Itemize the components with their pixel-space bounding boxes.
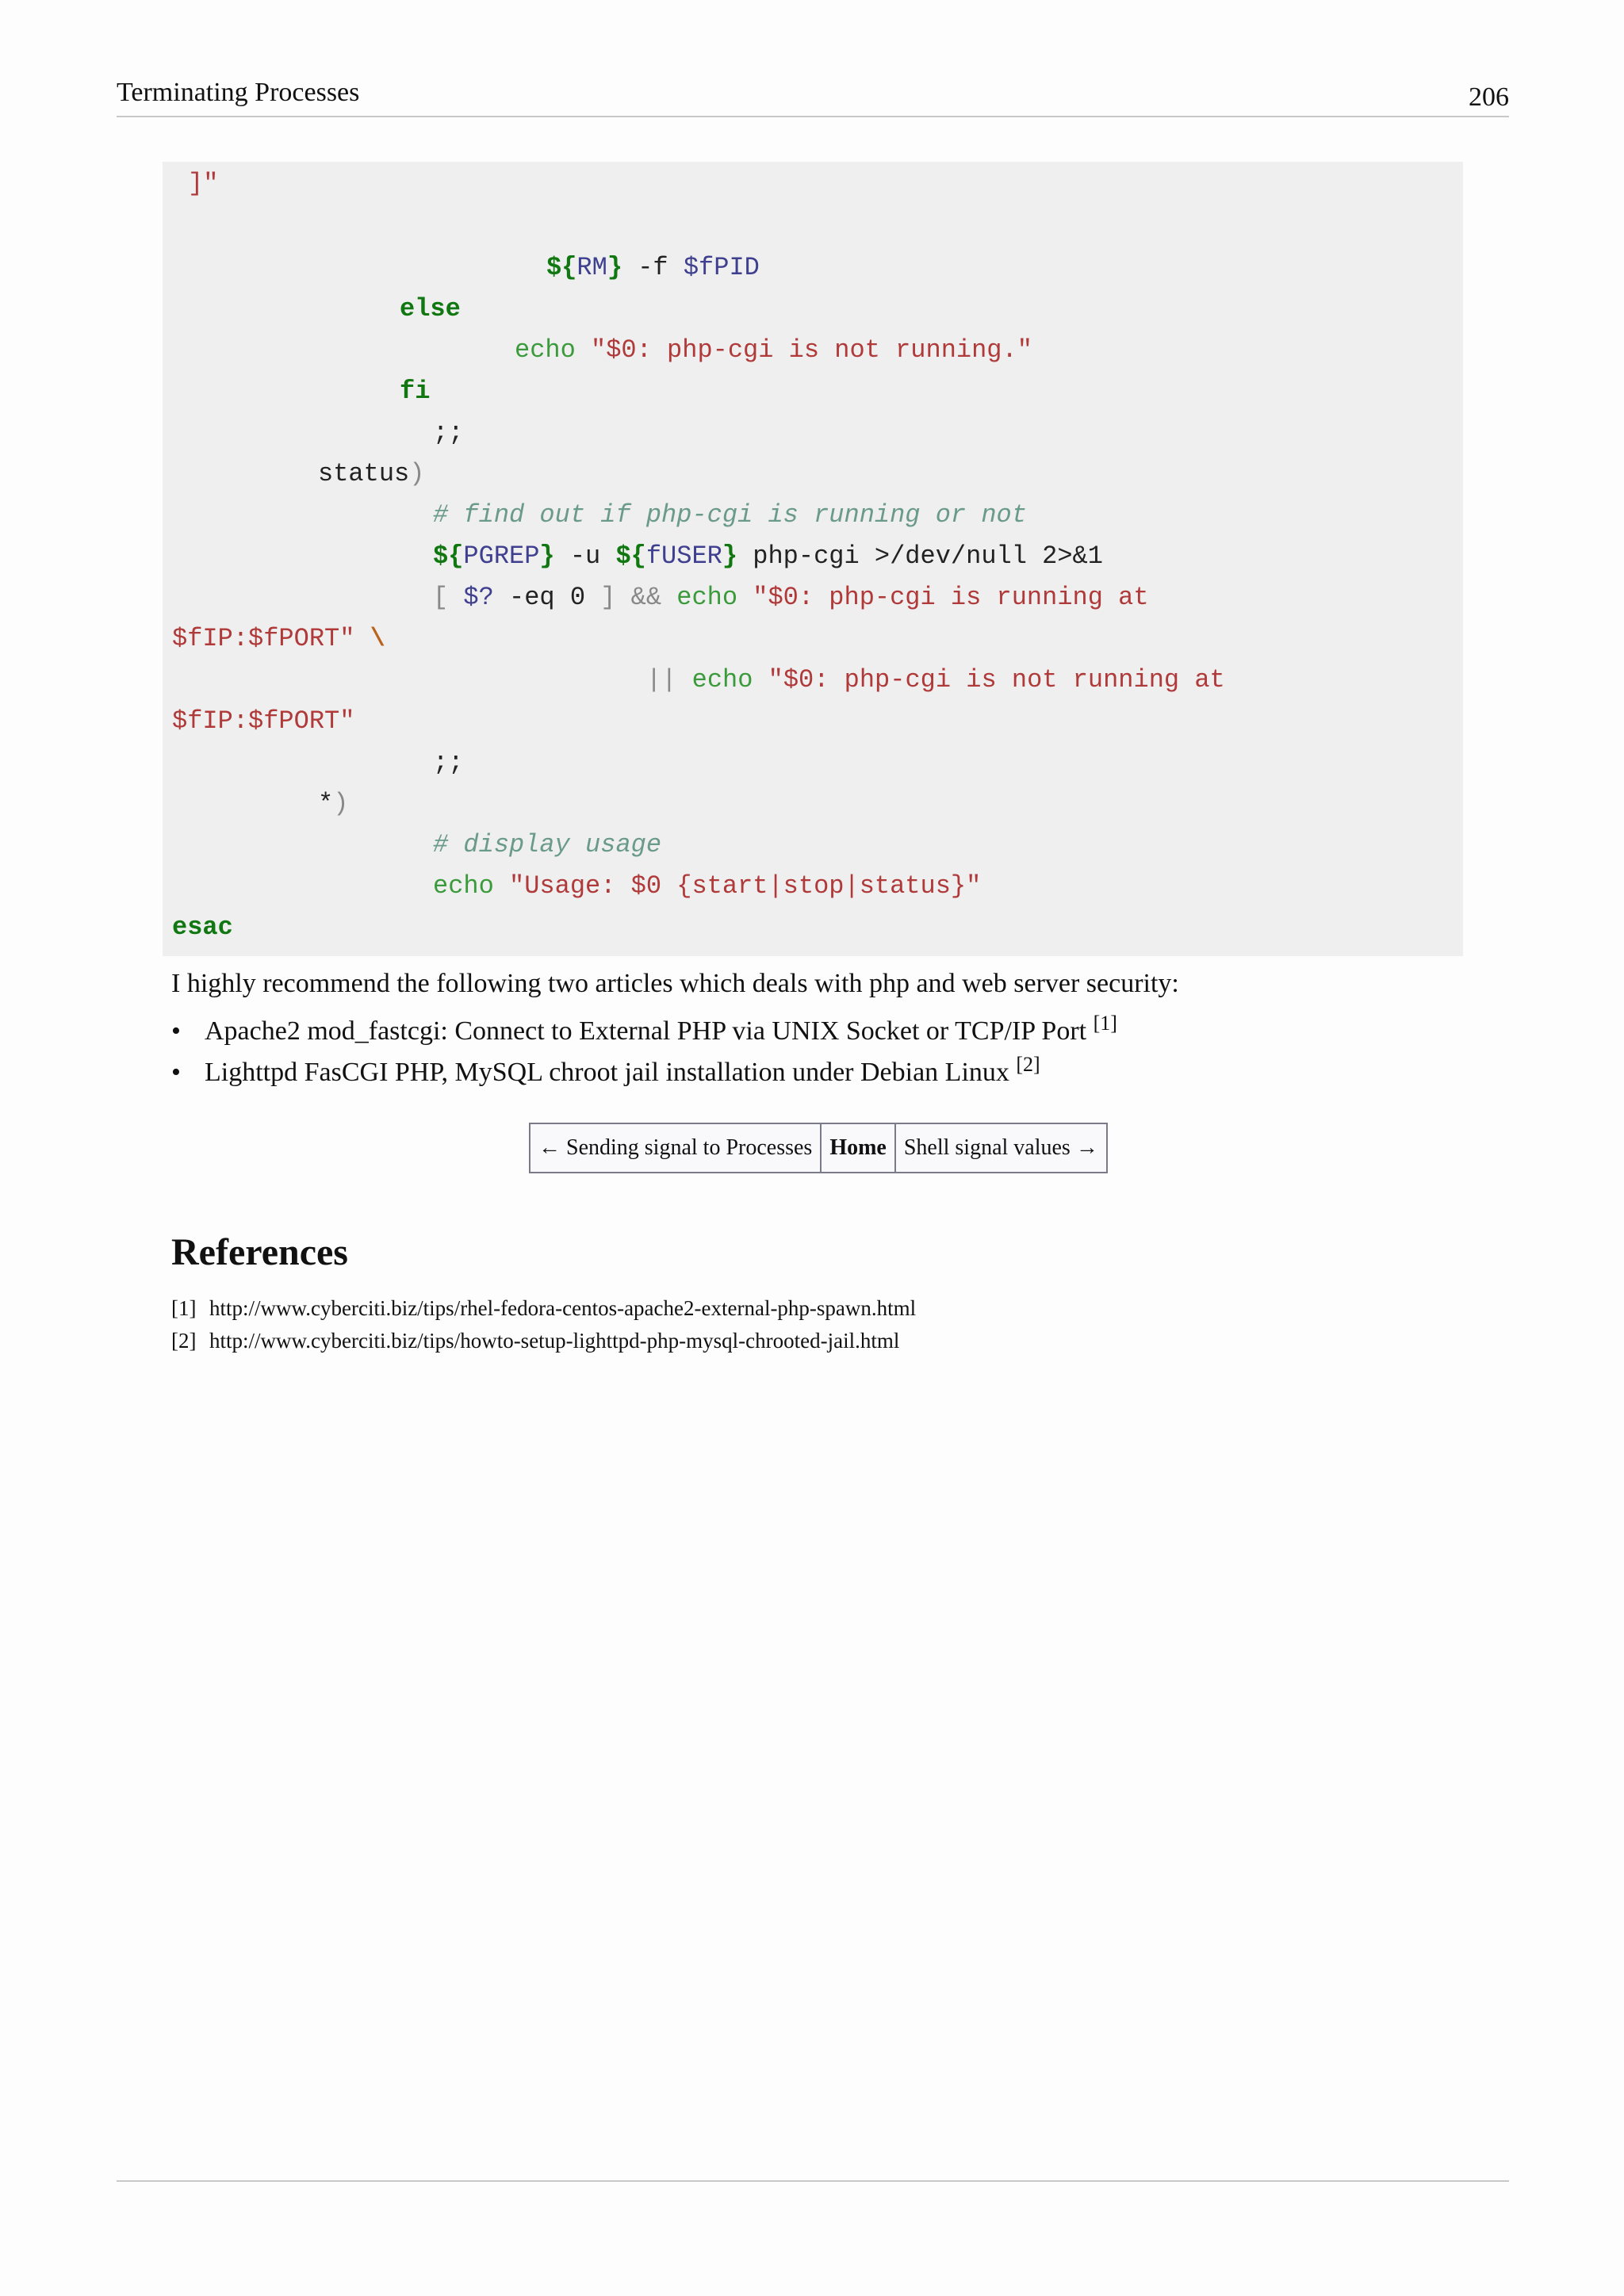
list-item (171, 1325, 916, 1357)
footer-divider (117, 2180, 1509, 2182)
code-line-5: fi (400, 377, 431, 406)
code-line-18: esac (172, 913, 233, 942)
code-line-15: *) (318, 789, 349, 818)
reference-link[interactable]: [1] (1093, 1012, 1117, 1035)
references-list (171, 1292, 916, 1357)
article-title: Lighttpd FasCGI PHP, MySQL chroot jail installation under Debian Linux (205, 1058, 1017, 1087)
bullet-icon: • (171, 1058, 181, 1087)
next-page-link[interactable]: Shell signal values → (895, 1123, 1107, 1173)
prev-page-link[interactable]: ← Sending signal to Processes (530, 1123, 821, 1173)
reference-number: [2] (171, 1329, 197, 1353)
code-block (163, 162, 1463, 956)
code-line-7: status) (318, 459, 425, 488)
bullet-icon: • (171, 1016, 181, 1046)
references-heading: References (171, 1231, 348, 1273)
reference-number: [1] (171, 1296, 197, 1320)
list-item (171, 1292, 916, 1325)
code-line-14: ;; (433, 748, 464, 777)
home-link[interactable]: Home (821, 1123, 895, 1173)
list-item (171, 1011, 1117, 1052)
navigation-table (529, 1123, 1108, 1173)
reference-link[interactable]: [2] (1016, 1053, 1040, 1076)
reference-url[interactable]: http://www.cyberciti.biz/tips/howto-setup-lighttpd-php-mysql-chrooted-jail.html (209, 1329, 900, 1353)
code-line-9: ${PGREP} -u ${fUSER} php-cgi >/dev/null 2>&1 (433, 541, 1103, 571)
page-header (117, 78, 1509, 117)
article-title: Apache2 mod_fastcgi: Connect to External PHP via UNIX Socket or TCP/IP Port (205, 1016, 1094, 1046)
code-line-4: echo "$0: php-cgi is not running." (515, 335, 1032, 365)
code-line-8: # find out if php-cgi is running or not (433, 500, 1027, 530)
code-line-11: $fIP:$fPORT" \ (172, 624, 385, 653)
code-line-2: ${RM} -f $fPID (546, 253, 760, 282)
code-line-6: ;; (433, 418, 464, 447)
intro-paragraph: I highly recommend the following two articles which deals with php and web server security: (171, 969, 1179, 998)
code-line-3: else (400, 294, 461, 323)
article-list (171, 1011, 1117, 1093)
list-item (171, 1052, 1117, 1093)
code-line-17: echo "Usage: $0 {start|stop|status}" (433, 871, 982, 901)
running-title: Terminating Processes (117, 78, 360, 107)
code-line-12: || echo "$0: php-cgi is not running at (646, 665, 1225, 695)
code-line-16: # display usage (433, 830, 662, 859)
code-line-10: [ $? -eq 0 ] && echo "$0: php-cgi is running at (433, 583, 1149, 612)
page-number: 206 (1469, 82, 1509, 112)
code-line-1: ]" (188, 169, 219, 198)
code-line-13: $fIP:$fPORT" (172, 706, 355, 736)
reference-url[interactable]: http://www.cyberciti.biz/tips/rhel-fedora-centos-apache2-external-php-spawn.html (209, 1296, 917, 1320)
